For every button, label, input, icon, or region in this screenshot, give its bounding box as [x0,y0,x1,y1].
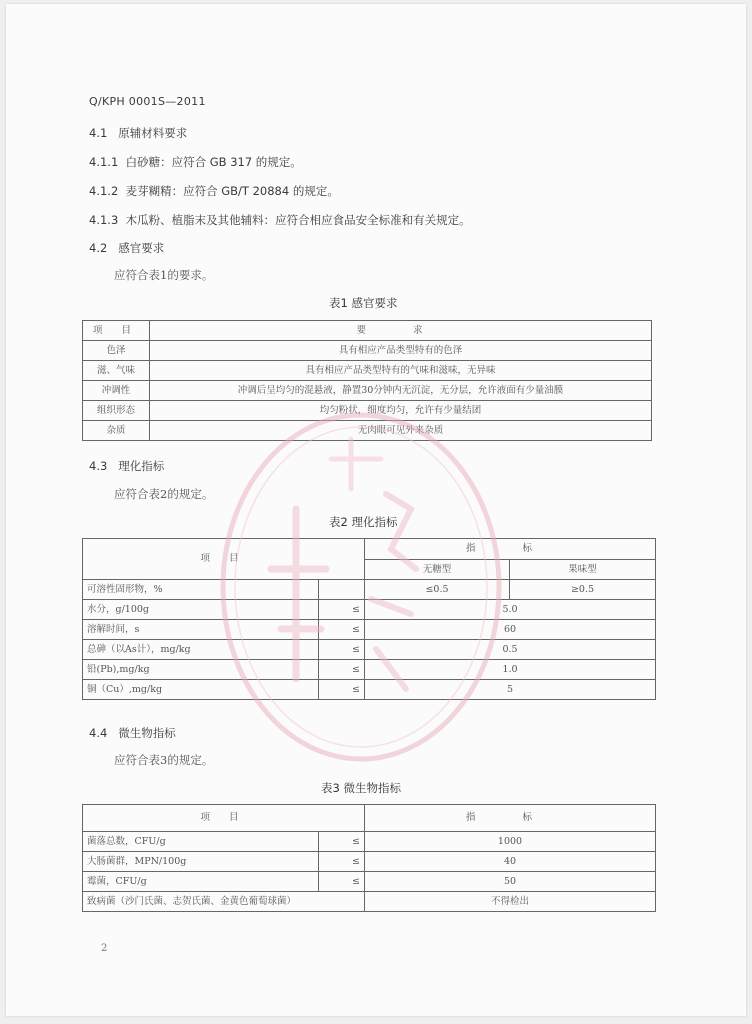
row-item: 致病菌（沙门氏菌、志贺氏菌、金黄色葡萄球菌） [83,892,365,912]
table-row [83,361,652,381]
table-sensory [82,320,652,441]
table1-caption: 表1 感官要求 [329,296,398,310]
table-row [83,341,652,361]
section-4-1-2 [89,186,339,198]
row-item: 溶解时间，s [83,620,319,640]
section-text: 麦芽糊精：应符合 GB/T 20884 的规定。 [125,184,339,198]
row-requirement: 无肉眼可见外来杂质 [150,421,652,441]
document-code: Q/KPH 0001S—2011 [89,95,206,108]
row-value: 不得检出 [365,892,656,912]
header-item: 项 目 [83,539,365,580]
table-header-row [83,321,652,341]
row-item: 总砷（以As计），mg/kg [83,640,319,660]
header-sugar-free: 无糖型 [365,559,510,580]
row-item: 大肠菌群，MPN/100g [83,852,319,872]
table-row [83,680,656,700]
section-4-4-body: 应符合表3的规定。 [114,753,214,767]
table-row [83,832,656,852]
section-title: 原辅材料要求 [118,126,188,140]
row-value: 5.0 [365,600,656,620]
header-fruit-flavor: 果味型 [510,559,656,580]
section-4-1-3 [89,215,471,227]
header-requirement: 要 求 [150,321,652,341]
row-requirement: 均匀粉状，细度均匀，允许有少量结团 [150,401,652,421]
table-row [83,421,652,441]
table2-caption: 表2 理化指标 [329,515,398,529]
table-row [83,600,656,620]
row-item: 滋、气味 [83,361,150,381]
header-item: 项 目 [83,321,150,341]
section-text: 木瓜粉、植脂末及其他辅料：应符合相应食品安全标准和有关规定。 [125,213,471,227]
table-row [83,580,656,600]
row-item: 杂质 [83,421,150,441]
table-physicochemical [82,538,656,700]
section-number: 4.3 [89,459,108,473]
row-value: 40 [365,852,656,872]
section-4-2-body: 应符合表1的要求。 [114,268,214,282]
section-number: 4.1.3 [89,213,119,227]
row-value-sugar-free: ≤0.5 [365,580,510,600]
row-item: 冲调性 [83,381,150,401]
table-row [83,620,656,640]
row-item: 可溶性固形物，% [83,580,319,600]
row-symbol: ≤ [319,640,365,660]
header-index: 指 标 [365,805,656,832]
row-requirement: 冲调后呈均匀的混悬液，静置30分钟内无沉淀，无分层，允许液面有少量油膜 [150,381,652,401]
row-item: 色泽 [83,341,150,361]
row-symbol [319,580,365,600]
header-index: 指 标 [365,539,656,560]
row-item: 霉菌，CFU/g [83,872,319,892]
row-item: 菌落总数，CFU/g [83,832,319,852]
section-title: 理化指标 [118,459,165,473]
table-header-row [83,539,656,560]
row-value: 50 [365,872,656,892]
section-number: 4.2 [89,241,108,255]
table-row [83,401,652,421]
table-row [83,640,656,660]
row-symbol: ≤ [319,660,365,680]
table-row [83,381,652,401]
row-item: 水分，g/100g [83,600,319,620]
row-value: 1000 [365,832,656,852]
row-symbol: ≤ [319,852,365,872]
document-page [6,4,746,1016]
row-symbol: ≤ [319,600,365,620]
table-row [83,852,656,872]
row-requirement: 具有相应产品类型特有的气味和滋味，无异味 [150,361,652,381]
section-text: 白砂糖：应符合 GB 317 的规定。 [125,155,302,169]
section-number: 4.1.2 [89,184,119,198]
section-title: 微生物指标 [118,726,176,740]
row-item: 组织形态 [83,401,150,421]
section-title: 感官要求 [118,241,165,255]
row-symbol: ≤ [319,872,365,892]
table-row [83,892,656,912]
section-4-3-body: 应符合表2的规定。 [114,487,214,501]
section-4-1 [89,128,187,140]
page-number: 2 [101,943,108,954]
row-requirement: 具有相应产品类型特有的色泽 [150,341,652,361]
table-header-row [83,805,656,832]
row-value-fruit-flavor: ≥0.5 [510,580,656,600]
row-symbol: ≤ [319,620,365,640]
row-item: 铅(Pb),mg/kg [83,660,319,680]
section-4-3 [89,461,164,473]
table-microbial [82,804,656,912]
row-value: 60 [365,620,656,640]
row-value: 1.0 [365,660,656,680]
row-value: 5 [365,680,656,700]
section-number: 4.1 [89,126,108,140]
row-value: 0.5 [365,640,656,660]
section-number: 4.4 [89,726,108,740]
row-item: 铜（Cu）,mg/kg [83,680,319,700]
table-row [83,872,656,892]
section-4-4 [89,728,176,740]
section-4-2 [89,243,164,255]
table-row [83,660,656,680]
section-4-1-1 [89,157,302,169]
section-number: 4.1.1 [89,155,119,169]
row-symbol: ≤ [319,680,365,700]
table3-caption: 表3 微生物指标 [321,781,401,795]
row-symbol: ≤ [319,832,365,852]
header-item: 项 目 [83,805,365,832]
